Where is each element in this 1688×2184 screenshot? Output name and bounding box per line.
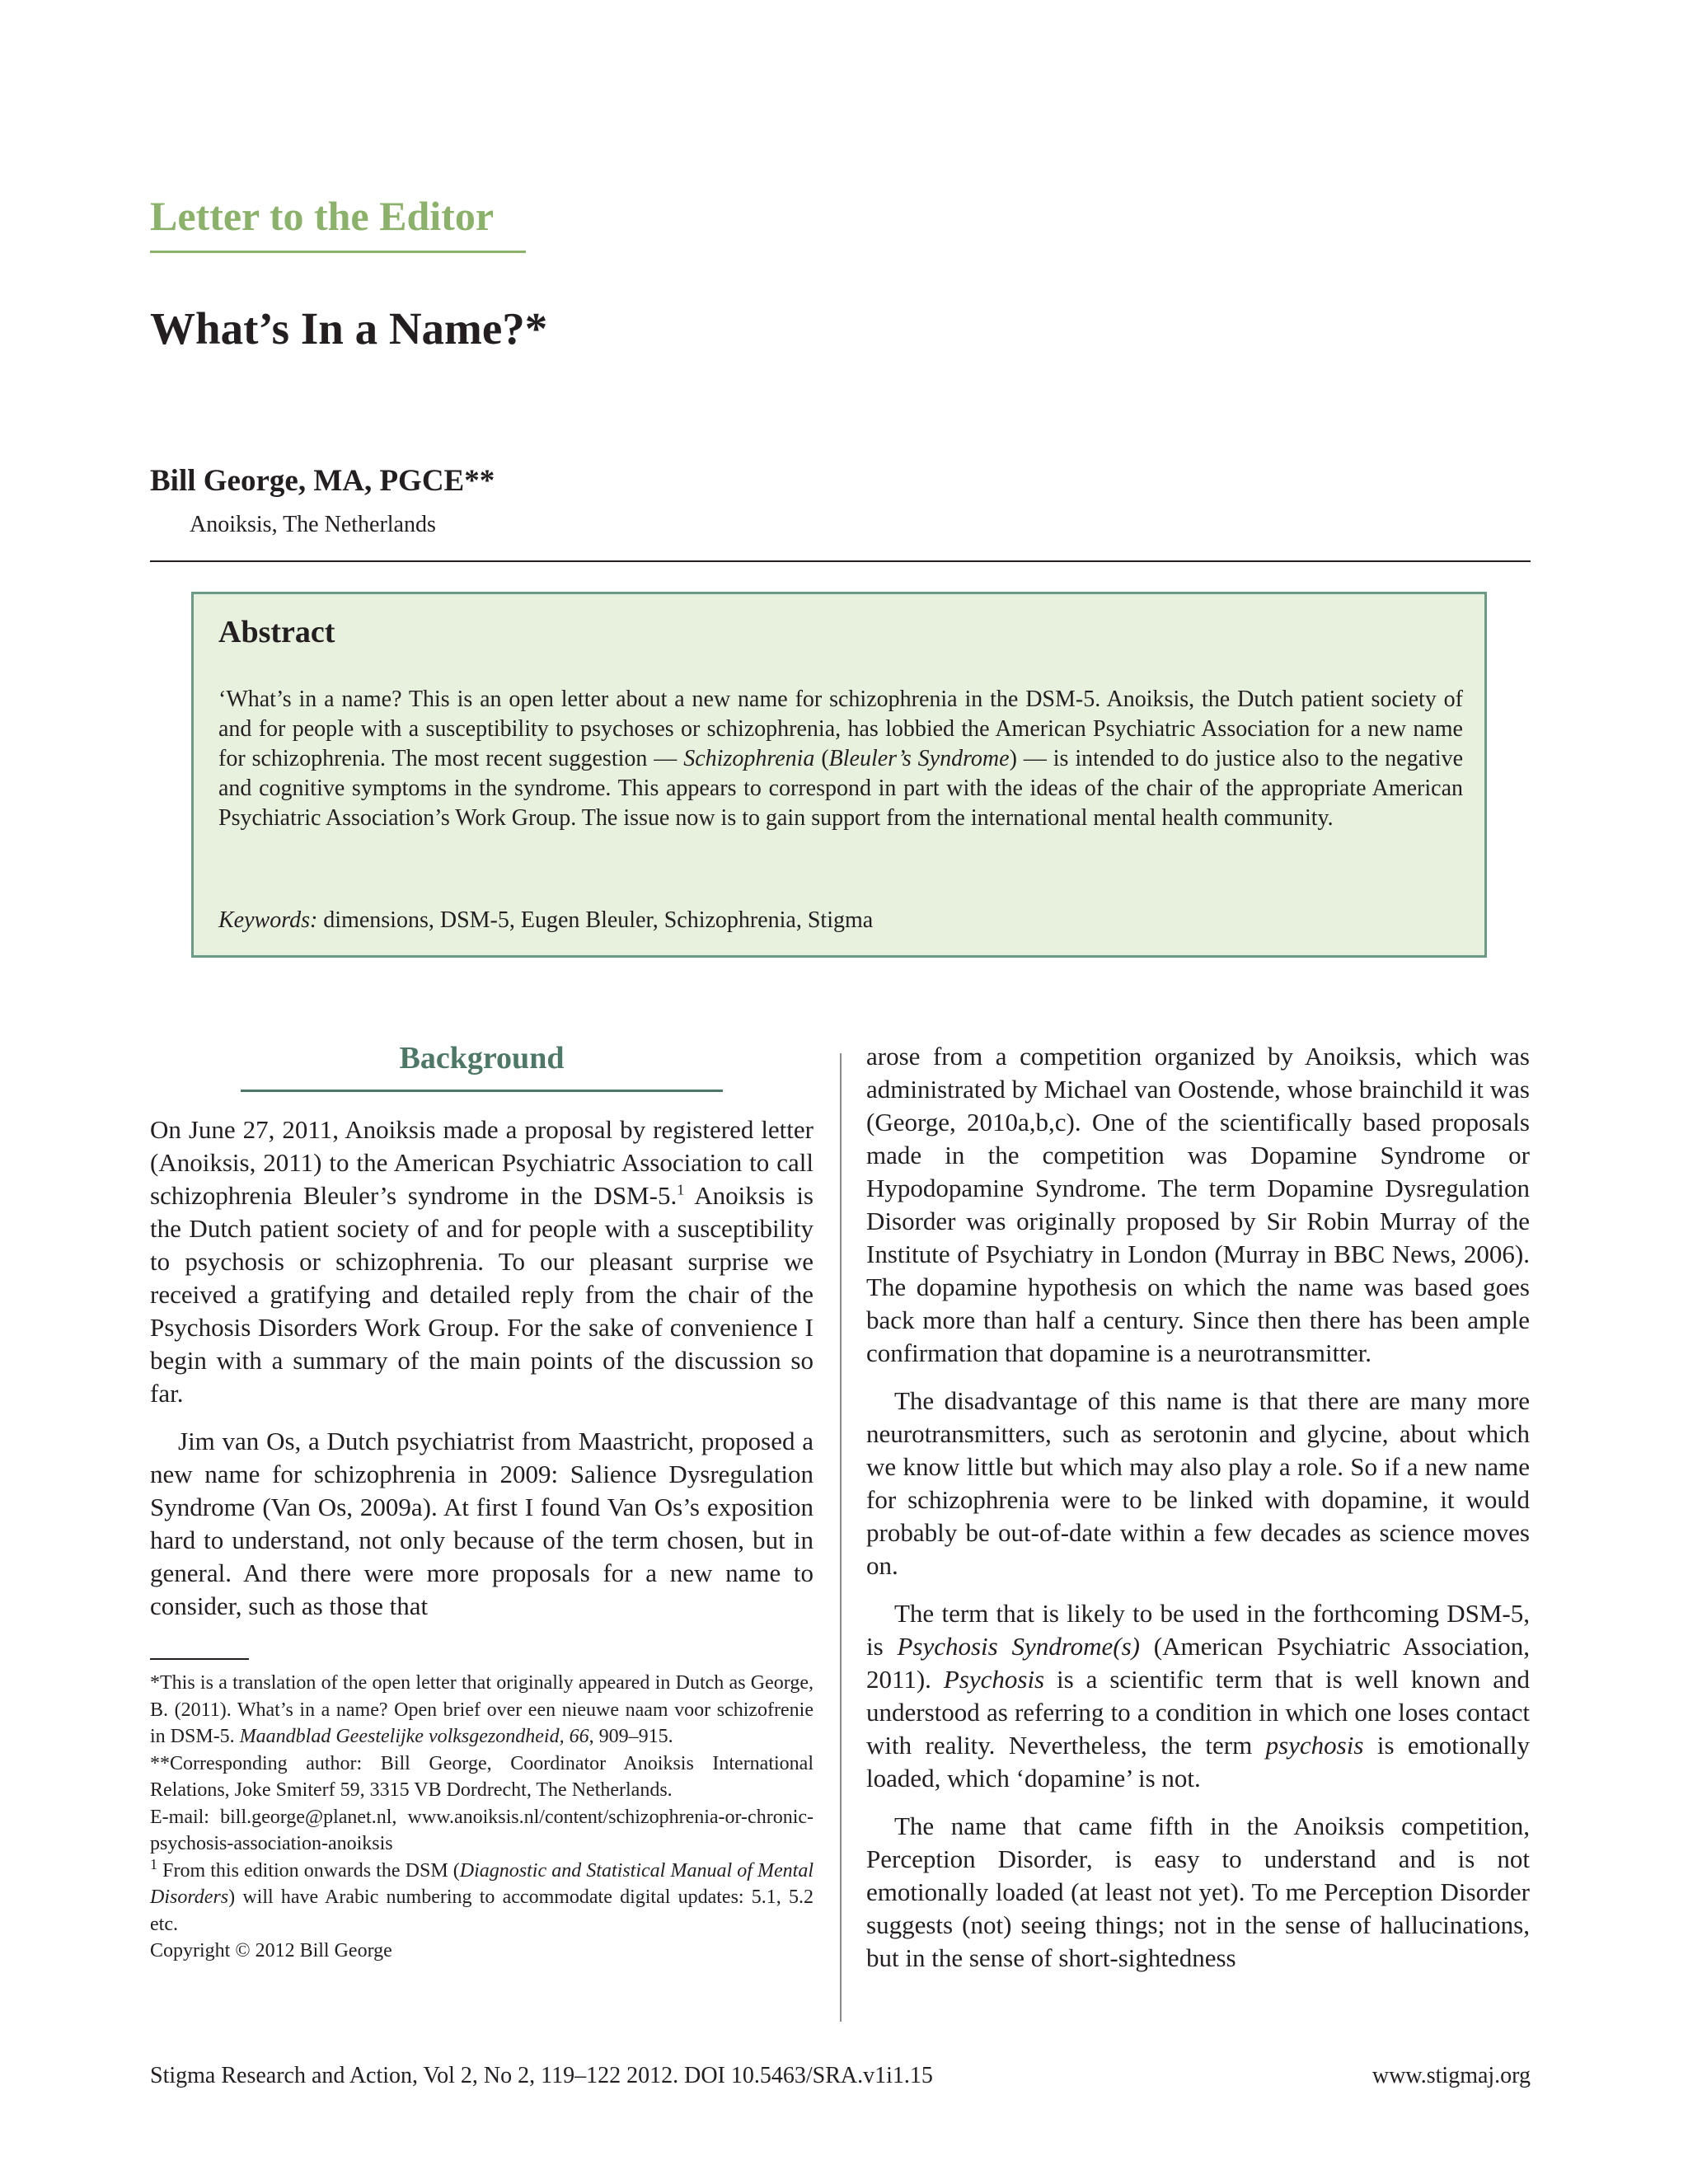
- footnote-corresponding-author: **Corresponding author: Bill George, Coordinator Anoiksis International Relations, Joke Smiterf 59, 3315 VB Dordrecht, The Netherlands.: [150, 1752, 814, 1801]
- article-title: What’s In a Name?*: [150, 303, 548, 354]
- copyright-notice: Copyright © 2012 Bill George: [150, 1940, 392, 1961]
- footnotes: [150, 1670, 814, 1965]
- background-heading: Background: [399, 1041, 565, 1076]
- header-divider: [150, 560, 1531, 562]
- footer-website: www.stigmaj.org: [1372, 2063, 1531, 2088]
- abstract-text: ‘What’s in a name? This is an open letter about a new name for schizophrenia in the DSM-5. Anoiksis, the Dutch patient society of and for people with a susceptibility to psychoses or schizophrenia, has lobbied the American Psychiatric Association for a new name for schizophrenia. The most recent suggestion — Schizophrenia (Bleuler’s Syndrome) — is intended to do justice also to the negative and cognitive symptoms in the syndrome. This appears to correspond in part with the ideas of the chair of the appropriate American Psychiatric Association’s Work Group. The issue now is to gain support from the international mental health community.: [218, 687, 1463, 831]
- footnote-dsm: $^1$ From this edition onwards the DSM (Diagnostic and Statistical Manual of Mental Disorders) will have Arabic numbering to accommodate digital updates: 5.1, 5.2 etc.: [150, 1855, 814, 1935]
- abstract-heading: Abstract: [218, 615, 335, 649]
- footnote-divider: [150, 1658, 249, 1660]
- keywords-label: Keywords:: [218, 907, 318, 933]
- author-affiliation: Anoiksis, The Netherlands: [190, 512, 436, 537]
- footer-citation: Stigma Research and Action, Vol 2, No 2, 119–122 2012. DOI 10.5463/SRA.v1i1.15: [150, 2063, 933, 2088]
- footnote-ref: 1: [677, 1181, 685, 1198]
- body-paragraph: The name that came fifth in the Anoiksis competition, Perception Disorder, is easy to understand and is not emotionally loaded (at least not yet). To me Perception Disorder suggests (not) seeing things; not in the sense of hallucinations, but in the sense of short-sightedness: [866, 1811, 1530, 1972]
- left-column: [150, 1040, 814, 1638]
- footnote-email: E-mail: bill.george@planet.nl, www.anoiksis.nl/content/schizophrenia-or-chronic-psychosis-association-anoiksis: [150, 1806, 814, 1854]
- right-column: [866, 1040, 1530, 1990]
- body-paragraph: The disadvantage of this name is that there are many more neurotransmitters, such as serotonin and glycine, about which we know little but which may also play a role. So if a new name for schizophrenia were to be linked with dopamine, it would probably be out-of-date within a few decades as science moves on.: [866, 1386, 1530, 1580]
- body-paragraph: The term that is likely to be used in the forthcoming DSM-5, is Psychosis Syndrome(s) (American Psychiatric Association, 2011). Psychosis is a scientific term that is well known and understood as referring to a condition in which one loses contact with reality. Nevertheless, the term psychosis is emotionally loaded, which ‘dopamine’ is not.: [866, 1599, 1530, 1793]
- section-label: Letter to the Editor: [150, 193, 495, 239]
- body-paragraph: Jim van Os, a Dutch psychiatrist from Maastricht, proposed a new name for schizophrenia in 2009: Salience Dysregulation Syndrome (Van Os, 2009a). At first I found Van Os’s exposition hard to understand, not only because of the term chosen, but in general. And there were more proposals for a new name to consider, such as those that: [150, 1426, 814, 1620]
- background-heading-underline: [241, 1090, 723, 1092]
- author-name: Bill George, MA, PGCE**: [150, 464, 495, 498]
- body-paragraph: arose from a competition organized by Anoiksis, which was administrated by Michael van Oostende, whose brainchild it was (George, 2010a,b,c). One of the scientifically based proposals made in the competition was Dopamine Syndrome or Hypodopamine Syndrome. The term Dopamine Dysregulation Disorder was originally proposed by Sir Robin Murray of the Institute of Psychiatry in London (Murray in BBC News, 2006). The dopamine hypothesis on which the name was based goes back more than half a century. Since then there has been ample confirmation that dopamine is a neurotransmitter.: [866, 1042, 1530, 1367]
- body-paragraph: On June 27, 2011, Anoiksis made a proposal by registered letter (Anoiksis, 2011) to the American Psychiatric Association to call schizophrenia Bleuler’s syndrome in the DSM-5.$^1$ Anoiksis is the Dutch patient society of and for people with a susceptibility to psychosis or schizophrenia. To our pleasant surprise we received a gratifying and detailed reply from the chair of the Psychosis Disorders Work Group. For the sake of convenience I begin with a summary of the main points of the discussion so far.: [150, 1114, 814, 1408]
- abstract-box: [191, 592, 1487, 958]
- footnote-translation: *This is a translation of the open letter that originally appeared in Dutch as George, B. (2011). What’s in a name? Open brief over een nieuwe naam voor schizofrenie in DSM-5. Maandblad Geestelijke volksgezondheid, 66, 909–915.: [150, 1672, 814, 1747]
- section-label-underline: [150, 251, 526, 253]
- keywords-list: dimensions, DSM-5, Eugen Bleuler, Schizophrenia, Stigma: [317, 907, 874, 933]
- column-divider: [840, 1053, 842, 2022]
- abstract-keywords: [218, 906, 1463, 935]
